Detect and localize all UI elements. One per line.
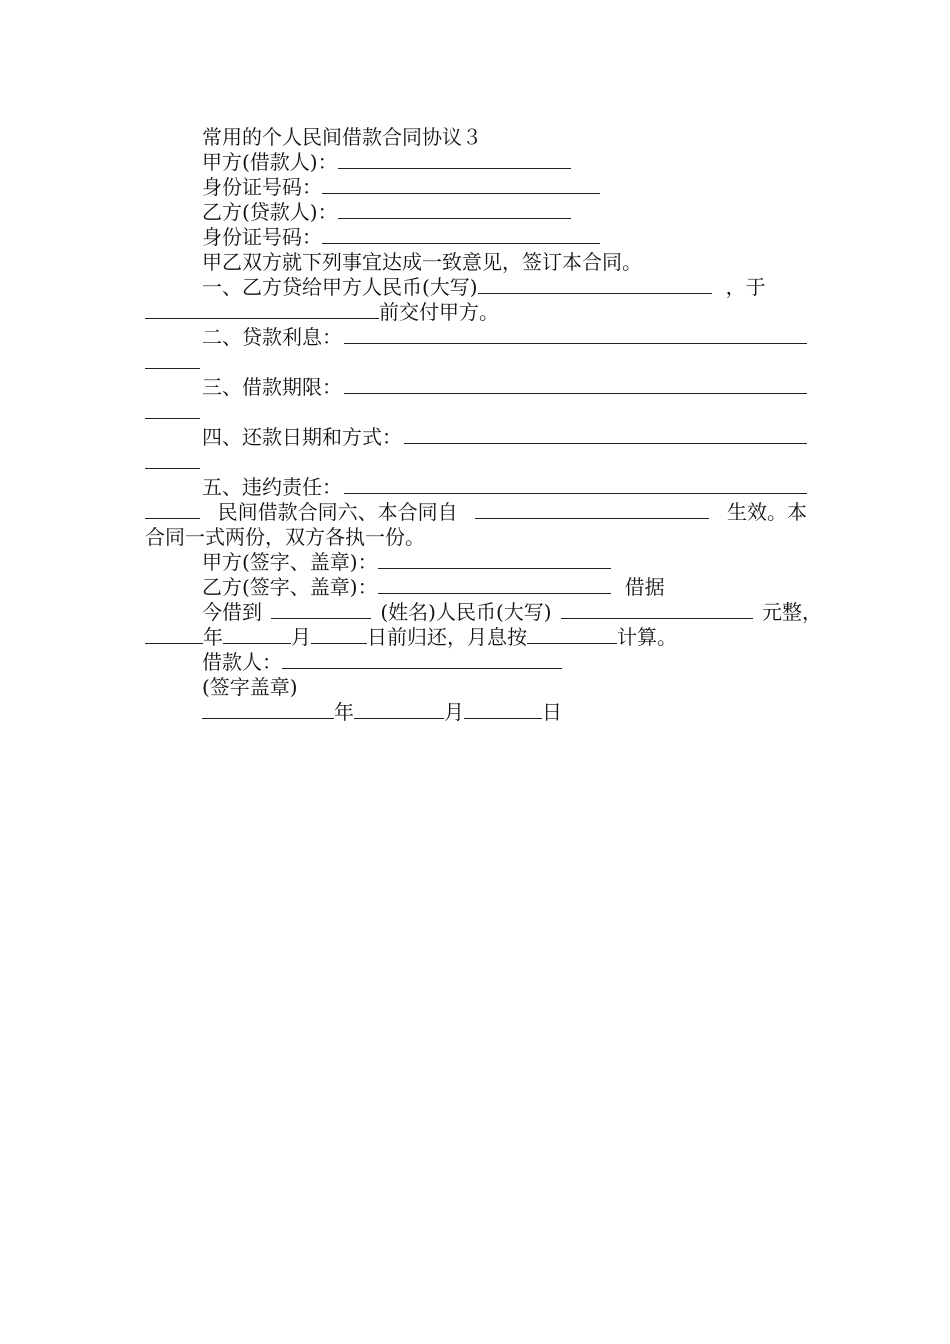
intro-line — [145, 250, 807, 275]
clause-4-line — [145, 425, 807, 450]
clause-2-line — [145, 325, 807, 350]
receipt-year-blank[interactable] — [145, 625, 203, 644]
intro-text: 甲乙双方就下列事宜达成一致意见，签订本合同。 — [202, 250, 642, 274]
id-line-2 — [145, 225, 807, 250]
borrower-line — [145, 650, 807, 675]
sign-a-line — [145, 550, 807, 575]
id-blank-2[interactable] — [322, 225, 600, 244]
party-a-blank[interactable] — [338, 150, 571, 169]
sign-a-label: 甲方(签字、盖章)： — [202, 550, 378, 574]
clause-4-stub-blank[interactable] — [145, 450, 200, 469]
document-title — [145, 125, 807, 150]
sign-b-blank[interactable] — [378, 575, 611, 594]
receipt-title: 借据 — [624, 575, 665, 599]
title-text: 常用的个人民间借款合同协议３ — [202, 125, 482, 149]
clause-3-stub — [145, 400, 807, 425]
clause-1-mid: ，于 — [725, 275, 766, 299]
seal-line — [145, 675, 807, 700]
clause-3-stub-blank[interactable] — [145, 400, 200, 419]
clause-2-stub-blank[interactable] — [145, 350, 200, 369]
id-label-1: 身份证号码： — [202, 175, 322, 199]
receipt-interest-blank[interactable] — [527, 625, 617, 644]
clause-4-blank[interactable] — [404, 425, 807, 444]
receipt-name-blank[interactable] — [271, 600, 371, 619]
clause-1-end: 前交付甲方。 — [379, 300, 499, 324]
clause-2-blank[interactable] — [344, 325, 807, 344]
receipt-yuan-label: 元整， — [761, 600, 822, 624]
date-month-blank[interactable] — [354, 700, 444, 719]
clause-2-stub — [145, 350, 807, 375]
clause-4-stub — [145, 450, 807, 475]
clause-6-date-blank[interactable] — [475, 500, 709, 519]
party-a-label: 甲方(借款人)： — [202, 150, 338, 174]
receipt-day-blank[interactable] — [311, 625, 367, 644]
clause-6-copies: 合同一式两份，双方各执一份。 — [145, 525, 425, 549]
clause-3-line — [145, 375, 807, 400]
clause-1-line — [145, 275, 807, 300]
sign-a-blank[interactable] — [378, 550, 611, 569]
party-b-line — [145, 200, 807, 225]
clause-2-label: 二、贷款利息： — [202, 325, 342, 349]
receipt-currency-label: (姓名)人民币(大写) — [380, 600, 552, 624]
receipt-amount-blank[interactable] — [561, 600, 753, 619]
clause-5-stub-blank[interactable] — [145, 500, 200, 519]
clause-6-text: 民间借款合同六、本合同自 — [217, 500, 458, 524]
sign-b-line — [145, 575, 807, 600]
party-b-label: 乙方(贷款人)： — [202, 200, 338, 224]
date-day-label: 日 — [542, 700, 562, 724]
clause-6-line — [145, 500, 807, 525]
clause-5-blank[interactable] — [344, 475, 807, 494]
receipt-month-blank[interactable] — [223, 625, 291, 644]
clause-5-line — [145, 475, 807, 500]
receipt-year-label: 年 — [203, 625, 223, 649]
receipt-calc-label: 计算。 — [617, 625, 677, 649]
clause-6-effect: 生效。本 — [726, 500, 807, 524]
id-label-2: 身份证号码： — [202, 225, 322, 249]
clause-3-label: 三、借款期限： — [202, 375, 342, 399]
id-blank-1[interactable] — [322, 175, 600, 194]
clause-4-label: 四、还款日期和方式： — [202, 425, 402, 449]
party-a-line — [145, 150, 807, 175]
seal-note: (签字盖章) — [202, 675, 298, 699]
party-b-blank[interactable] — [338, 200, 571, 219]
clause-1-date-blank[interactable] — [145, 300, 379, 319]
clause-1-cont — [145, 300, 807, 325]
date-month-label: 月 — [444, 700, 464, 724]
receipt-line-2 — [145, 625, 807, 650]
clause-1-text: 一、乙方贷给甲方人民币(大写) — [202, 275, 478, 299]
clause-3-blank[interactable] — [344, 375, 807, 394]
clause-6-cont — [145, 525, 807, 550]
date-line — [145, 700, 807, 725]
date-year-label: 年 — [334, 700, 354, 724]
id-line-1 — [145, 175, 807, 200]
receipt-interest-label: 日前归还，月息按 — [367, 625, 527, 649]
clause-5-label: 五、违约责任： — [202, 475, 342, 499]
sign-b-label: 乙方(签字、盖章)： — [202, 575, 378, 599]
borrower-label: 借款人： — [202, 650, 282, 674]
date-day-blank[interactable] — [464, 700, 542, 719]
receipt-month-label: 月 — [291, 625, 311, 649]
clause-1-amount-blank[interactable] — [478, 275, 712, 294]
borrower-blank[interactable] — [282, 650, 562, 669]
date-year-blank[interactable] — [202, 700, 334, 719]
receipt-line-1 — [145, 600, 822, 625]
receipt-borrowed-label: 今借到 — [202, 600, 262, 624]
